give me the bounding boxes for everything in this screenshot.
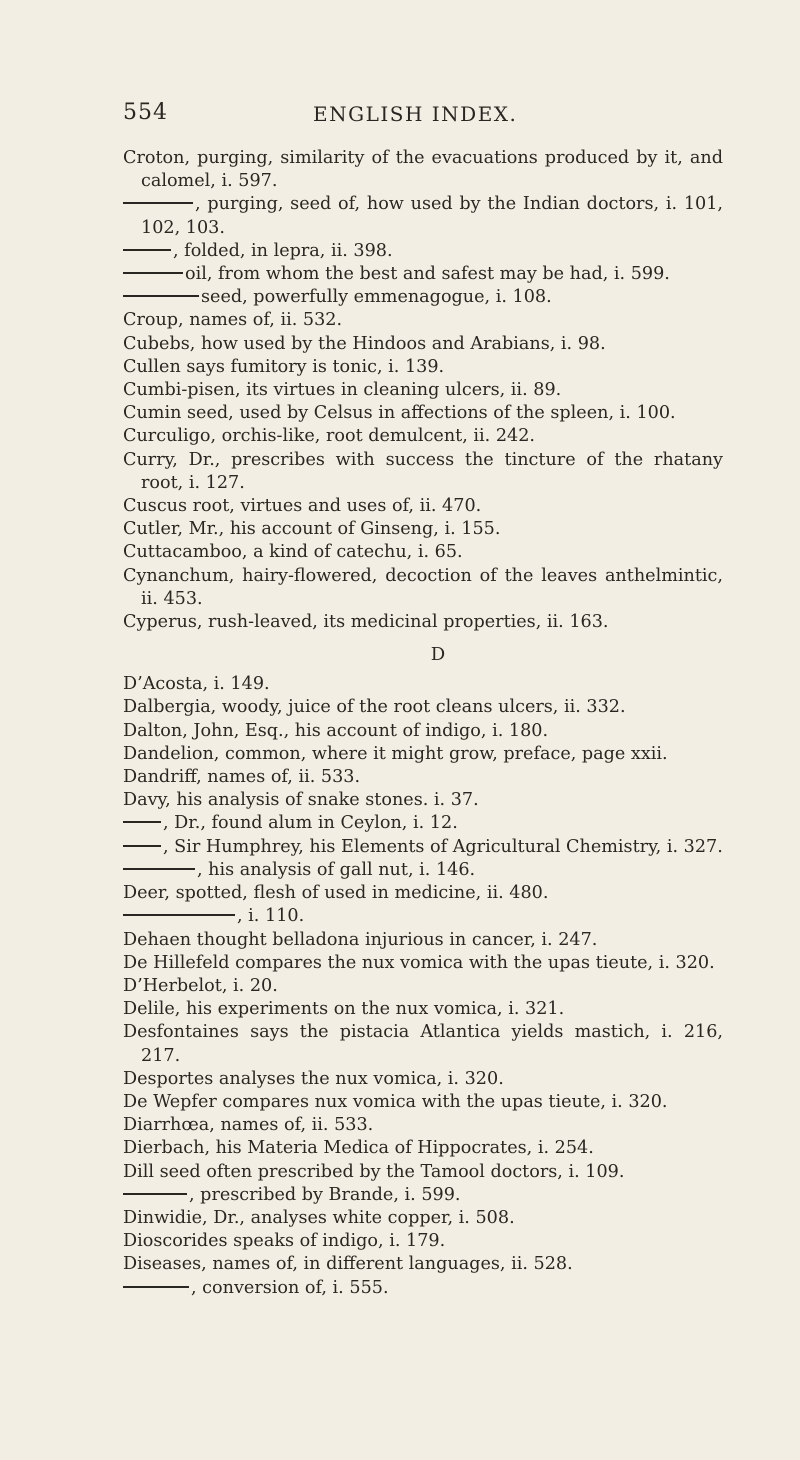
ditto-dash: [123, 845, 161, 847]
index-entry: Cullen says fumitory is tonic, i. 139.: [123, 356, 445, 377]
index-entry: Curry, Dr., prescribes with success the tincture of the rhatany root, i. 127.: [123, 449, 723, 493]
index-entry: , prescribed by Brande, i. 599.: [123, 1184, 723, 1207]
index-entry: Croup, names of, ii. 532.: [123, 310, 343, 331]
index-entry: Desportes analyses the nux vomica, i. 320.: [123, 1068, 504, 1089]
index-entry: Diseases, names of, in different languages, ii. 528.: [123, 1254, 573, 1275]
index-entry: Desfontaines says the pistacia Atlantica yields mastich, i. 216, 217.: [123, 1022, 723, 1066]
index-entry: Cumbi-pisen, its virtues in cleaning ulcers, ii. 89.: [123, 380, 562, 401]
index-entry: Cumin seed, used by Celsus in affections of the spleen, i. 100.: [123, 403, 676, 424]
index-entry: Dalton, John, Esq., his account of indigo, i. 180.: [123, 720, 549, 741]
index-body: [123, 147, 723, 1300]
section-letter-heading: D: [430, 644, 446, 666]
index-entry: Deer, spotted, flesh of used in medicine, ii. 480.: [123, 883, 549, 904]
index-entry: Cynanchum, hairy-flowered, decoction of the leaves anthelmintic, ii. 453.: [123, 565, 723, 609]
ditto-dash: [123, 1193, 187, 1195]
index-entry: D’Herbelot, i. 20.: [123, 975, 278, 996]
index-entry: De Wepfer compares nux vomica with the upas tieute, i. 320.: [123, 1091, 668, 1112]
index-entry: Dandelion, common, where it might grow, preface, page xxii.: [123, 743, 668, 764]
ditto-dash: [123, 249, 171, 251]
index-entry: Cutler, Mr., his account of Ginseng, i. 155.: [123, 519, 501, 540]
index-entry: Dierbach, his Materia Medica of Hippocrates, i. 254.: [123, 1138, 594, 1159]
index-entry: Davy, his analysis of snake stones. i. 37.: [123, 790, 479, 811]
index-entry: , Dr., found alum in Ceylon, i. 12.: [123, 812, 723, 835]
index-entry: Cyperus, rush-leaved, its medicinal properties, ii. 163.: [123, 612, 609, 633]
ditto-dash: [123, 295, 199, 297]
index-entry: Dehaen thought belladona injurious in cancer, i. 247.: [123, 929, 598, 950]
ditto-dash: [123, 821, 161, 823]
index-entry: , folded, in lepra, ii. 398.: [123, 240, 723, 263]
ditto-dash: [123, 202, 193, 204]
running-head: ENGLISH INDEX.: [313, 102, 518, 126]
index-entry: Diarrhœa, names of, ii. 533.: [123, 1115, 374, 1136]
index-entry: , i. 110.: [123, 905, 723, 928]
index-entry: , purging, seed of, how used by the Indian doctors, i. 101, 102, 103.: [123, 193, 723, 239]
index-entry: Cuttacamboo, a kind of catechu, i. 65.: [123, 542, 463, 563]
ditto-dash: [123, 868, 195, 870]
index-entry: , Sir Humphrey, his Elements of Agricultural Chemistry, i. 327.: [123, 836, 723, 859]
index-entry: Curculigo, orchis-like, root demulcent, ii. 242.: [123, 426, 536, 447]
index-entry: Cubebs, how used by the Hindoos and Arabians, i. 98.: [123, 333, 606, 354]
index-entry: , his analysis of gall nut, i. 146.: [123, 859, 723, 882]
index-entry: Dandriff, names of, ii. 533.: [123, 767, 361, 788]
page-header: [123, 100, 683, 134]
index-entry: oil, from whom the best and safest may be had, i. 599.: [123, 263, 723, 286]
index-entry: , conversion of, i. 555.: [123, 1277, 723, 1300]
page-number: 554: [123, 100, 168, 125]
index-entry: Dalbergia, woody, juice of the root cleans ulcers, ii. 332.: [123, 697, 626, 718]
index-entry: Cuscus root, virtues and uses of, ii. 470.: [123, 496, 482, 517]
index-entry: Dioscorides speaks of indigo, i. 179.: [123, 1231, 446, 1252]
index-entry: Dill seed often prescribed by the Tamool doctors, i. 109.: [123, 1161, 625, 1182]
index-entry: Dinwidie, Dr., analyses white copper, i. 508.: [123, 1207, 515, 1228]
ditto-dash: [123, 1286, 189, 1288]
index-entry: seed, powerfully emmenagogue, i. 108.: [123, 286, 723, 309]
index-entry: Croton, purging, similarity of the evacuations produced by it, and calomel, i. 597.: [123, 148, 723, 192]
index-entry: D’Acosta, i. 149.: [123, 674, 270, 695]
index-entry: De Hillefeld compares the nux vomica with the upas tieute, i. 320.: [123, 952, 715, 973]
ditto-dash: [123, 272, 183, 274]
index-entry: Delile, his experiments on the nux vomica, i. 321.: [123, 999, 565, 1020]
ditto-dash: [123, 914, 235, 916]
